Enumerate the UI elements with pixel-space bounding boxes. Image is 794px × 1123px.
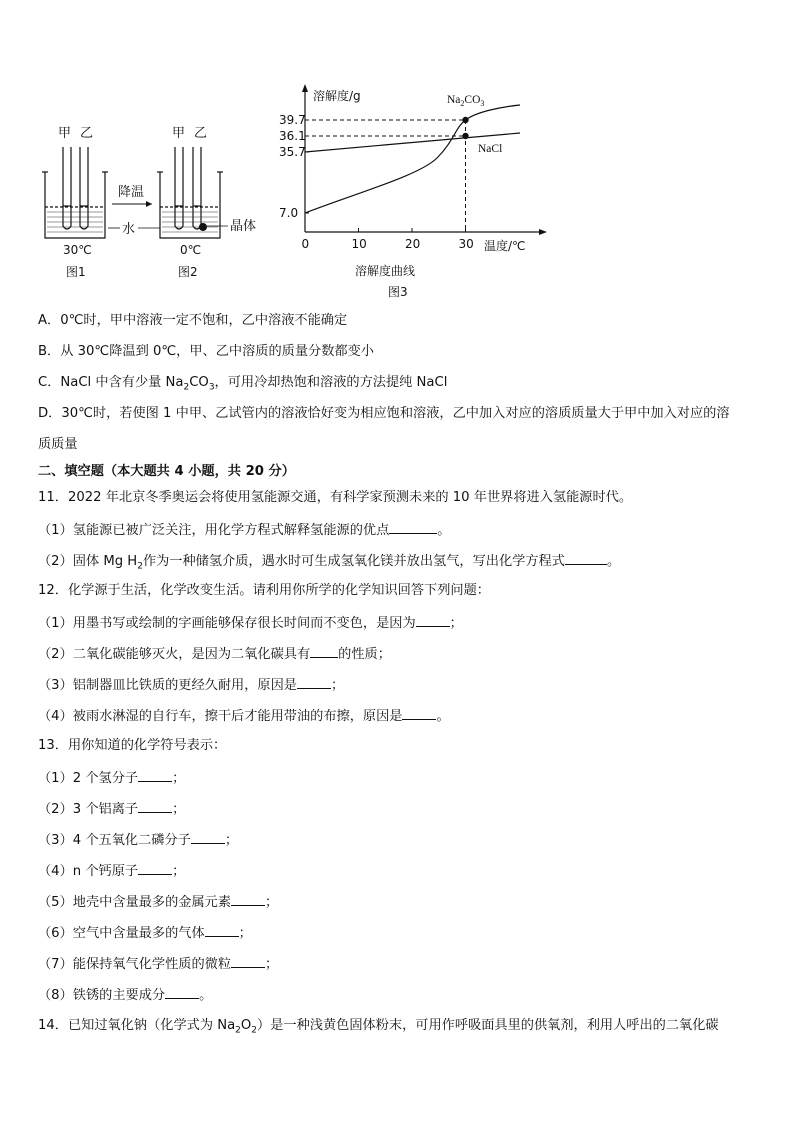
- answer-blank[interactable]: [297, 676, 331, 689]
- q12-part2-text: （2）二氧化碳能够灭火，是因为二氧化碳具有: [38, 647, 311, 662]
- figure2-hatch: [162, 212, 218, 232]
- q12-part1: [38, 614, 463, 632]
- section-2-heading: 二、填空题（本大题共 4 小题，共 20 分）: [38, 464, 295, 479]
- option-c-sub2: 3: [208, 382, 215, 393]
- cooling-label: 降温: [118, 185, 145, 200]
- q13-item-end: 。: [199, 988, 213, 1003]
- answer-blank[interactable]: [205, 924, 239, 937]
- q13-item: [38, 893, 278, 911]
- x-tick-label: 0: [301, 237, 310, 251]
- option-c-sub1: 2: [183, 382, 190, 393]
- q12-part3: [38, 676, 344, 694]
- q13-item-end: ；: [265, 957, 279, 972]
- y-tick-label: 36.1: [279, 129, 306, 143]
- figure-area: [0, 0, 794, 310]
- option-c-post: ，可用冷却热饱和溶液的方法提纯 NaCl: [214, 375, 448, 390]
- q13-item: [38, 831, 238, 849]
- q12-part2: [38, 645, 391, 663]
- q12-part3-text: （3）铝制器皿比铁质的更经久耐用，原因是: [38, 678, 297, 693]
- point-na2co3-30: [462, 117, 468, 123]
- answer-blank[interactable]: [416, 614, 450, 627]
- option-b: B．从 30℃降温到 0℃，甲、乙中溶质的质量分数都变小: [38, 344, 374, 359]
- chart-title: 溶解度曲线: [355, 264, 416, 278]
- q14-sub2: 2: [251, 1025, 258, 1036]
- q14-post: ）是一种浅黄色固体粉末，可用作呼吸面具里的供氧剂，利用人呼出的二氧化碳: [257, 1018, 719, 1033]
- q13-item: [38, 862, 185, 880]
- q12-part3-end: ；: [330, 678, 345, 693]
- q14-stem: [38, 1018, 719, 1039]
- q13-item: [38, 986, 212, 1004]
- figure2-label-yi: 乙: [194, 126, 208, 141]
- q12-part4-text: （4）被雨水淋湿的自行车，擦干后才能用带油的布擦，原因是: [38, 709, 403, 724]
- figure1-label-yi: 乙: [80, 126, 94, 141]
- q13-item-end: ；: [224, 833, 239, 848]
- q11-part2-sub: 2: [137, 561, 143, 572]
- q14-mid: O: [240, 1018, 252, 1033]
- q13-item-text: （8）铁锈的主要成分: [38, 988, 166, 1003]
- option-d-line2: 质质量: [38, 437, 78, 452]
- answer-blank[interactable]: [402, 707, 436, 720]
- q11-part2-post: 作为一种储氢介质，遇水时可生成氢氧化镁并放出氢气，写出化学方程式: [142, 554, 565, 569]
- answer-blank[interactable]: [138, 800, 172, 813]
- q12-part1-text: （1）用墨书写或绘制的字画能够保存很长时间而不变色，是因为: [38, 616, 416, 631]
- q12-part4-end: 。: [436, 709, 450, 724]
- q13-item: [38, 955, 278, 973]
- q13-item-end: ；: [172, 802, 186, 817]
- q12-part1-end: ；: [449, 616, 463, 631]
- q13-item-end: ；: [265, 895, 279, 910]
- answer-blank[interactable]: [191, 831, 225, 844]
- water-label: 水: [122, 222, 136, 237]
- q11-part1-end: 。: [437, 523, 451, 538]
- option-a: A．0℃时，甲中溶液一定不饱和，乙中溶液不能确定: [38, 313, 348, 328]
- option-c-pre: C．NaCl 中含有少量 Na: [38, 375, 184, 390]
- point-nacl-30: [462, 133, 468, 139]
- answer-blank[interactable]: [565, 552, 607, 565]
- figure1-caption: 图1: [66, 265, 86, 279]
- figure1-hatch: [47, 212, 103, 232]
- figure2-temp: 0℃: [180, 243, 202, 257]
- q12-part2-end: 的性质；: [338, 647, 391, 662]
- q11-stem: 11．2022 年北京冬季奥运会将使用氢能源交通，有科学家预测未来的 10 年世界将进入氢能源时代。: [38, 490, 633, 505]
- x-tick-label: 20: [405, 237, 421, 251]
- chart-xlabel: 温度/℃: [484, 239, 526, 253]
- answer-blank[interactable]: [231, 893, 265, 906]
- answer-blank[interactable]: [389, 521, 437, 534]
- chart-ylabel: 溶解度/g: [313, 89, 361, 103]
- q14-pre: 14．已知过氧化钠（化学式为 Na: [38, 1018, 236, 1033]
- option-c: [38, 375, 447, 396]
- crystal-label: 晶体: [230, 219, 257, 234]
- figure2-label-jia: 甲: [172, 126, 186, 141]
- y-tick-label: 7.0: [279, 206, 299, 220]
- q13-item-end: ；: [238, 926, 252, 941]
- nacl-label: NaCl: [478, 143, 503, 155]
- q13-item-text: （3）4 个五氧化二磷分子: [38, 833, 191, 848]
- series-na2co3-line: [305, 105, 520, 213]
- q13-item: [38, 769, 185, 787]
- q13-item-text: （6）空气中含量最多的气体: [38, 926, 205, 941]
- answer-blank[interactable]: [138, 862, 172, 875]
- figure2-caption: 图2: [178, 265, 198, 279]
- q13-item-text: （2）3 个铝离子: [38, 802, 139, 817]
- figure1-beaker: [42, 147, 108, 238]
- option-d-line1: D．30℃时，若使图 1 中甲、乙试管内的溶液恰好变为相应饱和溶液，乙中加入对应的溶质质量大于甲中加入对应的溶: [38, 406, 730, 421]
- crystal-dot: [199, 223, 207, 231]
- q13-item-text: （7）能保持氧气化学性质的微粒: [38, 957, 232, 972]
- x-tick-label: 10: [351, 237, 367, 251]
- q13-item-text: （4）n 个钙原子: [38, 864, 139, 879]
- y-tick-label: 35.7: [279, 145, 306, 159]
- q14-sub1: 2: [235, 1025, 241, 1036]
- figure3-caption: 图3: [388, 285, 408, 299]
- q13-item-text: （1）2 个氢分子: [38, 771, 139, 786]
- solubility-chart: [279, 84, 547, 299]
- figure1-label-jia: 甲: [58, 126, 72, 141]
- q13-item-text: （5）地壳中含量最多的金属元素: [38, 895, 232, 910]
- q13-item-end: ；: [172, 771, 186, 786]
- y-tick-label: 39.7: [279, 113, 306, 127]
- q13-item: [38, 800, 185, 818]
- q12-part4: [38, 707, 450, 725]
- x-tick-label: 30: [458, 237, 474, 251]
- q11-part1-text: （1）氢能源已被广泛关注，用化学方程式解释氢能源的优点: [38, 523, 390, 538]
- q13-item: [38, 924, 252, 942]
- na2co3-label: $Na_2CO_3$: [447, 94, 485, 108]
- q13-stem: 13．用你知道的化学符号表示：: [38, 738, 227, 753]
- q13-item-end: ；: [172, 864, 186, 879]
- option-c-mid: CO: [189, 375, 209, 390]
- answer-blank[interactable]: [138, 769, 172, 782]
- answer-blank[interactable]: [310, 645, 338, 658]
- figure2-beaker: [157, 147, 223, 238]
- q11-part2-end: 。: [606, 554, 621, 569]
- figure1-temp: 30℃: [63, 243, 92, 257]
- q11-part2: [38, 552, 620, 575]
- q12-stem: 12．化学源于生活，化学改变生活。请利用你所学的化学知识回答下列问题：: [38, 583, 490, 598]
- q11-part2-pre: （2）固体 Mg H: [38, 554, 138, 569]
- q11-part1: [38, 521, 450, 539]
- answer-blank[interactable]: [231, 955, 265, 968]
- answer-blank[interactable]: [165, 986, 199, 999]
